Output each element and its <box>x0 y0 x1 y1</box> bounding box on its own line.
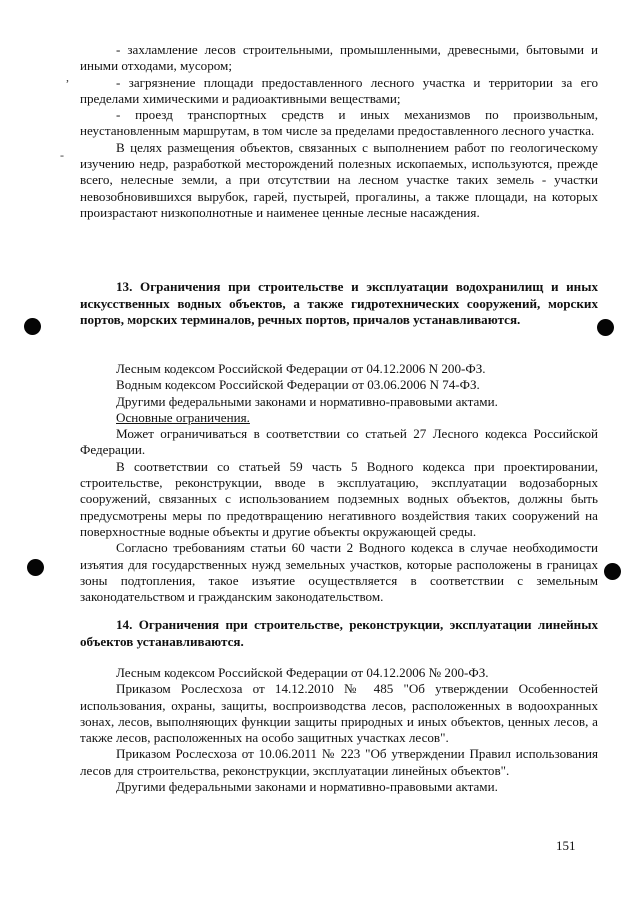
section-14-heading <box>80 617 598 650</box>
punch-hole <box>24 318 41 335</box>
law-reference: Другими федеральными законами и нормативно-правовыми актами. <box>116 393 498 409</box>
paragraph: Другими федеральными законами и нормативно-правовыми актами. <box>116 779 498 795</box>
paragraph: Приказом Рослесхоза от 10.06.2011 № 223 "Об утверждении Правил использования лесов для строительства, реконструкции, эксплуатации линейных объектов". <box>80 746 598 778</box>
list-item: - загрязнение площади предоставленного лесного участка и территории за его пределами химическими и радиоактивными веществами; <box>80 74 598 106</box>
subheading-text: Основные ограничения. <box>116 409 250 425</box>
section-heading: 13. Ограничения при строительстве и эксплуатации водохранилищ и иных искусственных водных объектов, а также гидротехнических сооружений, морских портов, морских терминалов, речных портов, причалов устанавливаются. <box>80 279 598 327</box>
law-reference: Лесным кодексом Российской Федерации от 04.12.2006 № 200-ФЗ. <box>116 665 489 680</box>
paragraph: В соответствии со статьей 59 часть 5 Водного кодекса при проектировании, строительстве, реконструкции, вводе в эксплуатацию, эксплуатации водозаборных сооружений, связанных с использованием подземных водных объектов, должны быть предусмотрены меры по предотвращению негативного воздействия таких сооружений на поверхностные водные объекты и другие объекты окружающей среды. <box>80 458 598 539</box>
punch-hole <box>604 563 621 580</box>
margin-mark: , <box>66 70 69 84</box>
list-item: - захламление лесов строительными, промышленными, древесными, бытовыми и иными отходами, мусором; <box>80 42 598 74</box>
list-item: - проезд транспортных средств и иных механизмов по произвольным, неустановленным маршрутам, в том числе за пределами предоставленного лесного участка. <box>80 107 598 139</box>
paragraph: Приказом Рослесхоза от 14.12.2010 № 485 "Об утверждении Особенностей использования, охраны, защиты, воспроизводства лесов, расположенных в водоохранных зонах, лесов, выполняющих функции защиты природных и иных объектов, ценных лесов, а также лесов, расположенных на особо защитных участках лесов". <box>80 681 598 746</box>
punch-hole <box>597 319 614 336</box>
paragraph: Может ограничиваться в соответствии со статьей 27 Лесного кодекса Российской Федерации. <box>80 426 598 458</box>
subheading <box>80 410 598 426</box>
section-13-heading <box>80 279 598 329</box>
law-reference: Лесным кодексом Российской Федерации от 04.12.2006 N 200-ФЗ. <box>116 361 486 376</box>
intro-section <box>80 42 598 221</box>
page-number: 151 <box>556 838 576 853</box>
section-heading: 14. Ограничения при строительстве, реконструкции, эксплуатации линейных объектов устанавливаются. <box>80 617 598 649</box>
paragraph: В целях размещения объектов, связанных с выполнением работ по геологическому изучению недр, разработкой месторождений полезных ископаемых, используются, прежде всего, нелесные земли, а при отсутствии на лесном участке таких земель - участки невозобновившихся вырубок, гарей, пустырей, прогалины, а также площади, на которых произрастают низкополнотные и наименее ценные лесные насаждения. <box>80 139 598 220</box>
section-13-body <box>80 361 598 605</box>
law-reference: Водным кодексом Российской Федерации от 03.06.2006 N 74-ФЗ. <box>116 377 480 393</box>
section-14-body <box>80 665 598 795</box>
paragraph: Согласно требованиям статьи 60 части 2 Водного кодекса в случае необходимости изъятия для государственных нужд земельных участков, которые расположены в границах зоны подтопления, такое изъятие осуществляется в соответствии с земельным законодательством и гражданским законодательством. <box>80 540 598 605</box>
punch-hole <box>27 559 44 576</box>
margin-mark: - <box>60 148 64 162</box>
